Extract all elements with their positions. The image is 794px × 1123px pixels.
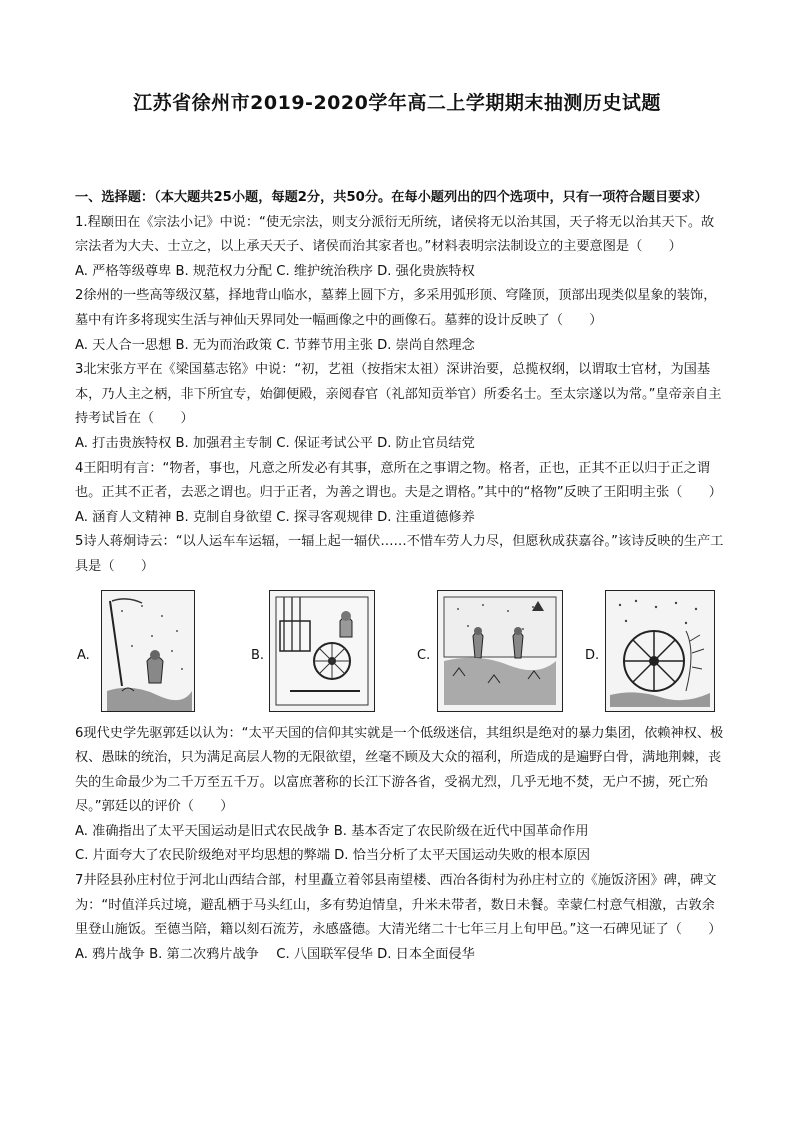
question-5-stem: 5诗人蒋炯诗云：“以人运车车运辐，一辐上起一辐伏……不惜车劳人力尽，但愿秋成获嘉谷。”该诗反映的生产工具是（ ） (75, 534, 724, 574)
question-4-options: A. 涵育人文精神 B. 克制自身欲望 C. 探寻客观规律 D. 注重道德修养 (75, 509, 475, 525)
question-6-stem: 6现代史学先驱郭廷以认为：“太平天国的信仰其实就是一个低级迷信，其组织是绝对的暴力集团，依赖神权、极权、愚昧的统治，只为满足高层人物的无限欲望，丝毫不顾及大众的福利，所造成的是遍野白骨，满地荆棘，丧失的生命最少为二千万至五千万。以富庶著称的长江下游各省，受祸尤烈，几乎无地不焚，无户不掳，死亡殆尽。”郭廷以的评价（ ） (75, 725, 724, 815)
question-6-options-ab: A. 准确指出了太平天国运动是旧式农民战争 B. 基本否定了农民阶级在近代中国革命作用 (75, 823, 589, 839)
page-title: 江苏省徐州市2019-2020学年高二上学期期末抽测历史试题 (133, 92, 661, 114)
image-d-water-wheel (605, 590, 715, 712)
question-2-options: A. 天人合一思想 B. 无为而治政策 C. 节葬节用主张 D. 崇尚自然理念 (75, 337, 475, 353)
image-label-a: A. (77, 647, 90, 663)
question-5-images (75, 590, 725, 716)
image-label-c: C. (417, 647, 431, 663)
question-4-stem: 4王阳明有言：“物者，事也，凡意之所发必有其事，意所在之事谓之物。格者，正也，正其不正以归于正之谓也。正其不正者，去恶之谓也。归于正者，为善之谓也。夫是之谓格。”其中的“格物”反映了王阳明主张（ ） (75, 460, 722, 501)
question-6-options-cd: C. 片面夸大了农民阶级绝对平均思想的弊端 D. 恰当分析了太平天国运动失败的根本原因 (75, 848, 591, 864)
image-b-treadle-pump (269, 590, 375, 712)
image-c-farming-scene (437, 590, 563, 712)
question-1-options: A. 严格等级尊卑 B. 规范权力分配 C. 维护统治秩序 D. 强化贵族特权 (75, 263, 475, 279)
section-heading: 一、选择题：（本大题共25小题，每题2分，共50分。在每小题列出的四个选项中，只有一项符合题目要求） (75, 190, 708, 205)
exam-content (75, 186, 725, 967)
question-7-options: A. 鸦片战争 B. 第二次鸦片战争 C. 八国联军侵华 D. 日本全面侵华 (75, 946, 475, 962)
question-3-options: A. 打击贵族特权 B. 加强君主专制 C. 保证考试公平 D. 防止官员结党 (75, 435, 475, 451)
image-label-d: D. (585, 647, 600, 663)
image-label-b: B. (251, 647, 265, 663)
question-1-stem: 1.程颐田在《宗法小记》中说：“使无宗法，则支分派衍无所统，诸侯将无以治其国，天子将无以治其天下。故宗法者为大夫、士立之，以上承天天子、诸侯而治其家者也。”材料表明宗法制设立的主要意图是（ ） (75, 214, 715, 255)
question-2-stem: 2徐州的一些高等级汉墓，择地背山临水，墓葬上圆下方，多采用弧形顶、穹隆顶，顶部出现类似星象的装饰，墓中有许多将现实生活与神仙天界同处一幅画像之中的画像石。墓葬的设计反映了（ ） (75, 288, 717, 328)
question-7-stem: 7井陉县孙庄村位于河北山西结合部，村里矗立着邻县南望楼、西冶各街村为孙庄村立的《施饭济困》碑，碑文为：“时值洋兵过境，避乱栖于马头红山，多有势迫情皇，升米未带者，数日未餐。幸蒙仁村意气相激，古敦余里登山施饭。至德当陪，籍以刻石流芳，永感盛德。大清光绪二十七年三月上旬甲邑。”这一石碑见证了（ ） (75, 873, 722, 938)
question-3-stem: 3北宋张方平在《梁国墓志铭》中说：“初，艺祖（按指宋太祖）深讲治要，总揽权纲，以谓取士官材，为国基本，乃人主之柄，非下所宜专，始御便殿，亲阅春官（礼部知贡举官）所委名士。至太宗遂以为常。”皇帝亲自主持考试旨在（ ） (75, 362, 722, 427)
image-a-hoeing-field (101, 590, 195, 712)
